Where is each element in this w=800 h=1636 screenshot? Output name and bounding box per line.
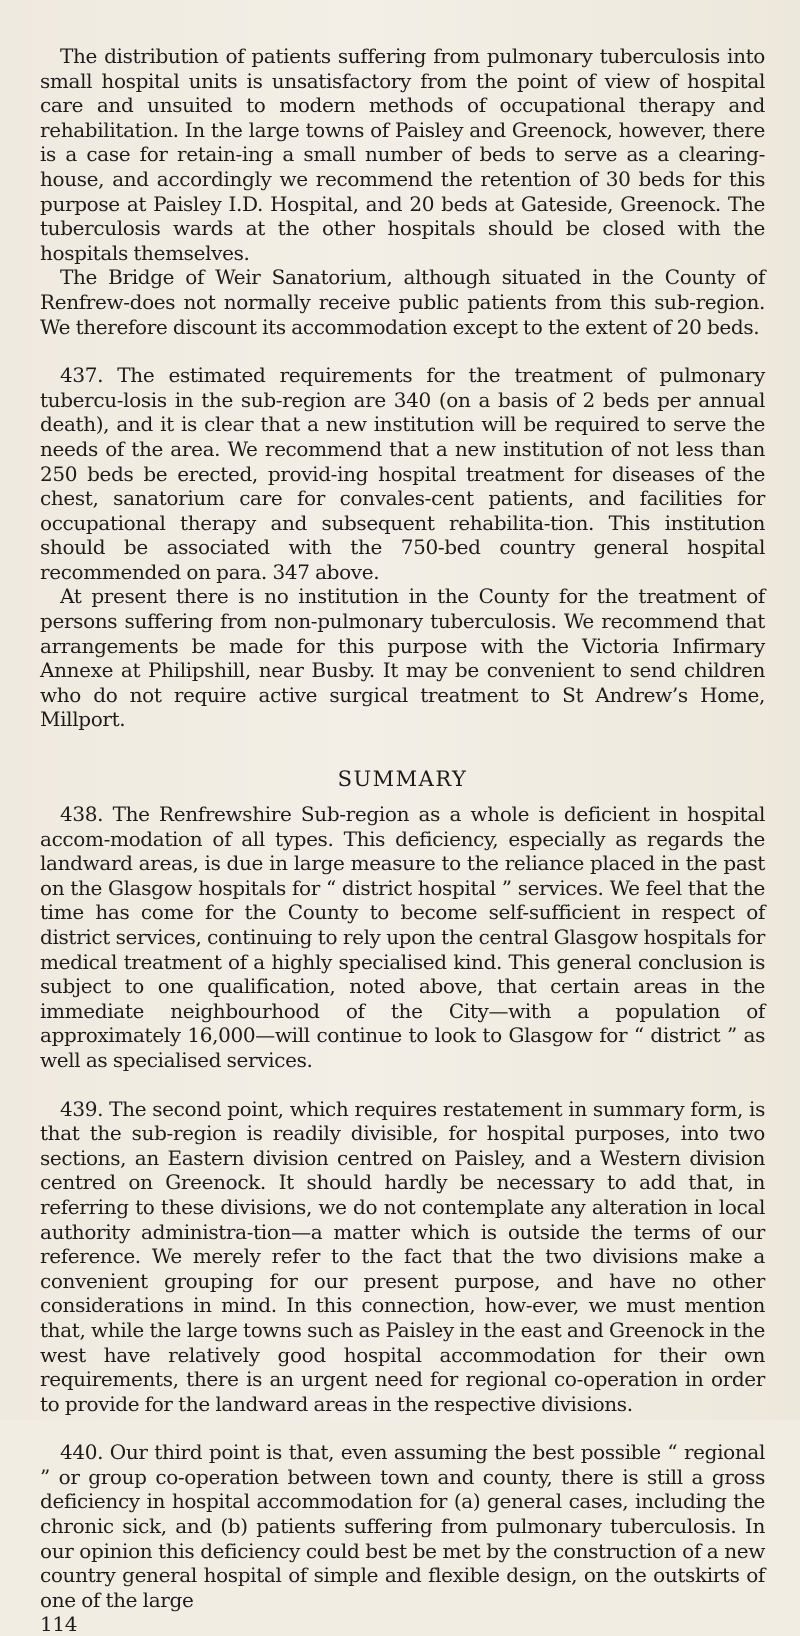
body-text	[40, 44, 765, 1636]
page-number: 114	[40, 1612, 78, 1636]
paragraph-437-non-pulmonary: At present there is no institution in the County for the treatment of persons suffering from non-pulmonary tuberculosis. We recommend that arrangements be made for this purpose with the Victoria Infirmary Annexe at Philipshill, near Busby. It may be convenient to send children who do not require active surgical treatment to St Andrew’s Home, Millport.	[40, 584, 765, 732]
paragraph-tuberculosis-distribution: The distribution of patients suffering from pulmonary tuberculosis into small hospital units is unsatisfactory from the point of view of hospital care and unsuited to modern methods of occupational therapy and rehabilitation. In the large towns of Paisley and Greenock, however, there is a case for retain-ing a small number of beds to serve as a clearing-house, and accordingly we recommend the retention of 30 beds for this purpose at Paisley I.D. Hospital, and 20 beds at Gateside, Greenock. The tuberculosis wards at the other hospitals should be closed with the hospitals themselves.	[40, 44, 765, 265]
paragraph-440: 440. Our third point is that, even assuming the best possible “ regional ” or group co-operation between town and county, there is still a gross deficiency in hospital accommodation for (a) general cases, including the chronic sick, and (b) patients suffering from pulmonary tuberculosis. In our opinion this deficiency could best be met by the construction of a new country general hospital of simple and flexible design, on the outskirts of one of the large	[40, 1440, 765, 1612]
paragraph-438: 438. The Renfrewshire Sub-region as a whole is deficient in hospital accom-modation of all types. This deficiency, especially as regards the landward areas, is due in large measure to the reliance placed in the past on the Glasgow hospitals for “ district hospital ” services. We feel that the time has come for the County to become self-sufficient in respect of district services, continuing to rely upon the central Glasgow hospitals for medical treatment of a highly specialised kind. This general conclusion is subject to one qualification, noted above, that certain areas in the immediate neighbourhood of the City—with a population of approximately 16,000—will continue to look to Glasgow for “ district ” as well as specialised services.	[40, 802, 765, 1072]
paragraph-439: 439. The second point, which requires restatement in summary form, is that the sub-region is readily divisible, for hospital purposes, into two sections, an Eastern division centred on Paisley, and a Western division centred on Greenock. It should hardly be necessary to add that, in referring to these divisions, we do not contemplate any alteration in local authority administra-tion—a matter which is outside the terms of our reference. We merely refer to the fact that the two divisions make a convenient grouping for our present purpose, and have no other considerations in mind. In this connection, how-ever, we must mention that, while the large towns such as Paisley in the east and Greenock in the west have relatively good hospital accommodation for their own requirements, there is an urgent need for regional co-operation in order to provide for the landward areas in the respective divisions.	[40, 1096, 765, 1416]
paragraph-437: 437. The estimated requirements for the treatment of pulmonary tubercu-losis in the sub-region are 340 (on a basis of 2 beds per annual death), and it is clear that a new institution will be required to serve the needs of the area. We recommend that a new institution of not less than 250 beds be erected, provid-ing hospital treatment for diseases of the chest, sanatorium care for convales-cent patients, and facilities for occupational therapy and subsequent rehabilita-tion. This institution should be associated with the 750-bed country general hospital recommended on para. 347 above.	[40, 363, 765, 584]
section-heading-summary: SUMMARY	[337, 767, 468, 792]
paragraph-bridge-of-weir: The Bridge of Weir Sanatorium, although situated in the County of Renfrew-does not normally receive public patients from this sub-region. We therefore discount its accommodation except to the extent of 20 beds.	[40, 265, 765, 339]
